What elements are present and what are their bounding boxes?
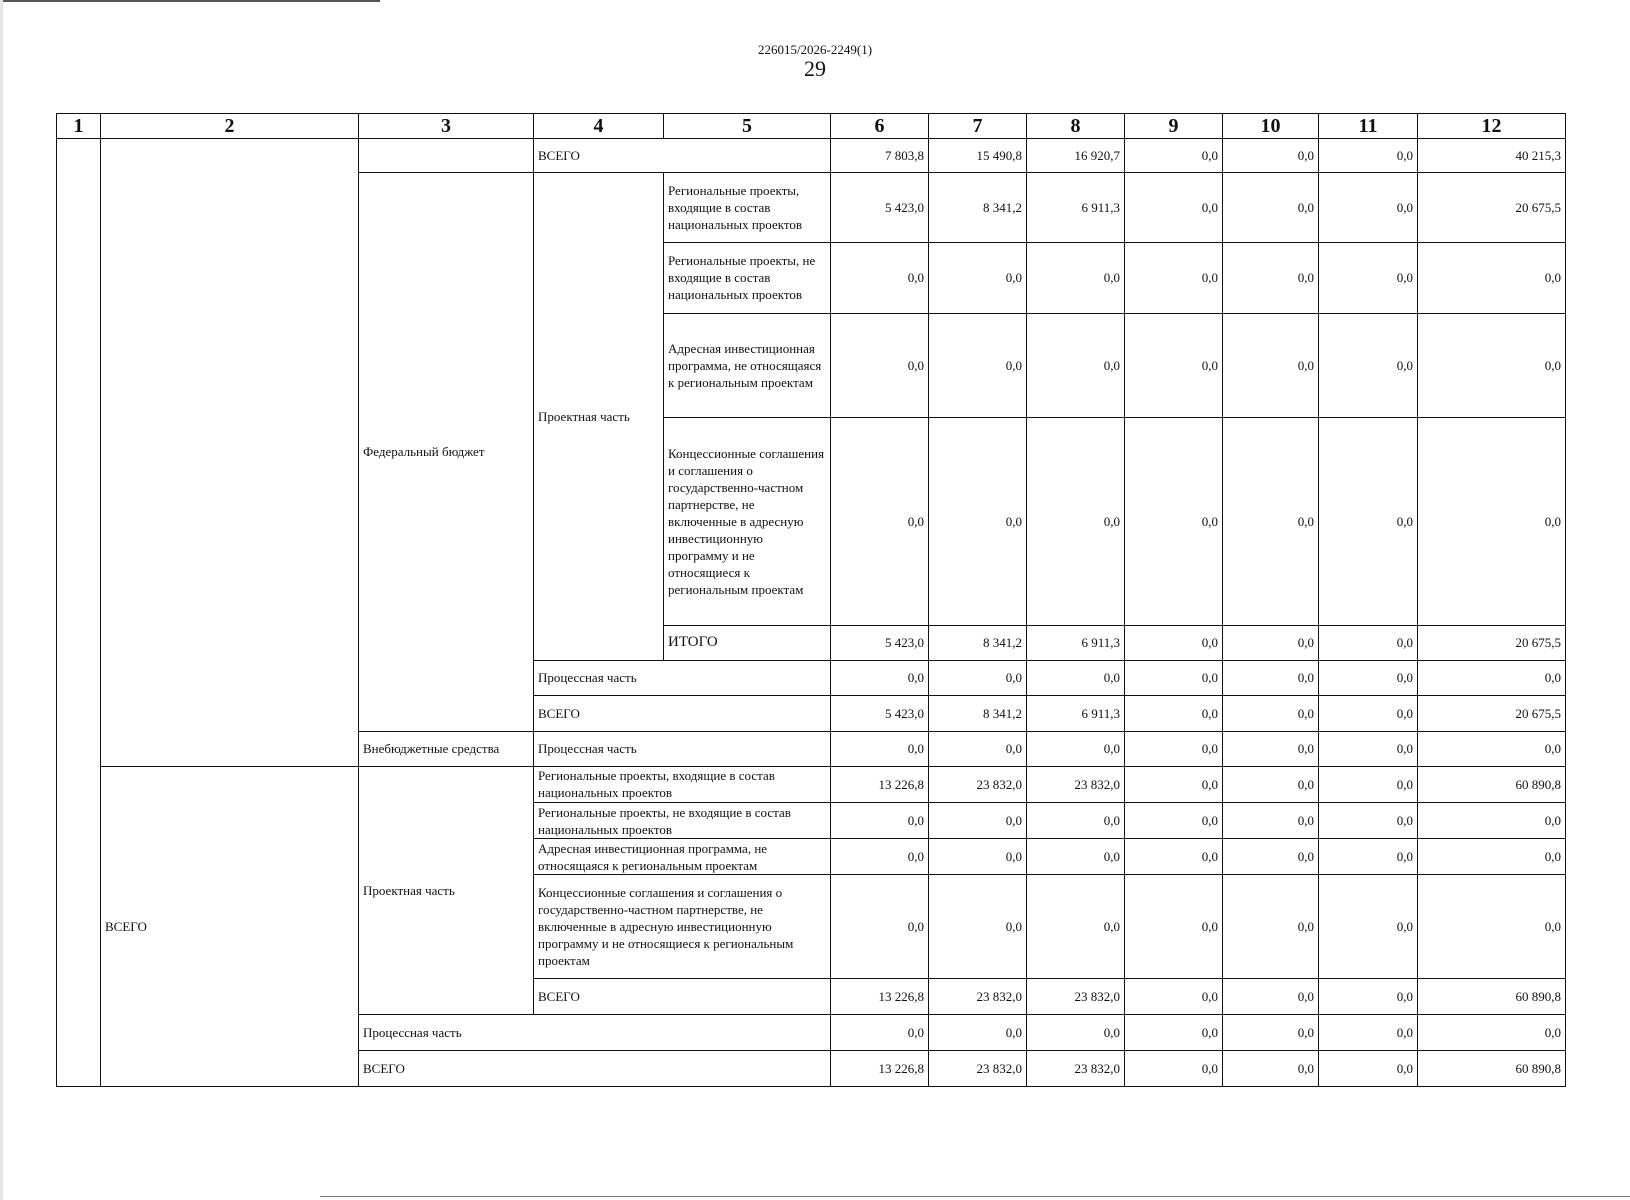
column-number: 7	[929, 114, 1027, 139]
value-cell: 23 832,0	[929, 766, 1027, 802]
row-label-total: ВСЕГО	[534, 695, 831, 731]
value-cell: 0,0	[1125, 243, 1223, 313]
row-label: Региональные проекты, входящие в состав национальных проектов	[664, 173, 831, 243]
value-cell: 0,0	[1223, 173, 1319, 243]
table-row	[57, 766, 1566, 802]
col1-cell	[57, 139, 101, 1087]
value-cell: 6 911,3	[1027, 695, 1125, 731]
value-cell: 0,0	[929, 731, 1027, 766]
value-cell: 0,0	[1319, 766, 1418, 802]
table-row	[57, 139, 1566, 173]
row-label: Концессионные соглашения и соглашения о государственно-частном партнерстве, не включенные в адресную инвестиционную программу и не относящиеся к региональным проектам	[664, 417, 831, 625]
value-cell: 0,0	[831, 1014, 929, 1050]
row-label: Региональные проекты, входящие в состав национальных проектов	[534, 766, 831, 802]
value-cell: 0,0	[1319, 417, 1418, 625]
value-cell: 5 423,0	[831, 695, 929, 731]
value-cell: 5 423,0	[831, 173, 929, 243]
value-cell: 0,0	[1319, 173, 1418, 243]
value-cell: 0,0	[1319, 695, 1418, 731]
project-part-label: Проектная часть	[534, 173, 664, 660]
offbudget-label: Внебюджетные средства	[359, 731, 534, 766]
row-label: Региональные проекты, не входящие в состав национальных проектов	[664, 243, 831, 313]
value-cell: 23 832,0	[1027, 978, 1125, 1014]
value-cell: 7 803,8	[831, 139, 929, 173]
value-cell: 0,0	[1418, 243, 1566, 313]
value-cell: 0,0	[1223, 139, 1319, 173]
value-cell: 0,0	[1125, 139, 1223, 173]
column-number: 11	[1319, 114, 1418, 139]
value-cell: 8 341,2	[929, 625, 1027, 660]
value-cell: 0,0	[1027, 803, 1125, 839]
row-label: Процессная часть	[359, 1014, 831, 1050]
value-cell: 0,0	[1125, 660, 1223, 695]
value-cell: 0,0	[1418, 417, 1566, 625]
value-cell: 0,0	[1125, 695, 1223, 731]
value-cell: 0,0	[929, 1014, 1027, 1050]
column-number: 9	[1125, 114, 1223, 139]
value-cell: 0,0	[1125, 875, 1223, 978]
value-cell: 0,0	[1319, 875, 1418, 978]
scan-artifact-top	[0, 0, 380, 2]
value-cell: 0,0	[929, 839, 1027, 875]
value-cell: 0,0	[1319, 660, 1418, 695]
value-cell: 0,0	[1125, 803, 1223, 839]
column-number: 8	[1027, 114, 1125, 139]
value-cell: 0,0	[1223, 660, 1319, 695]
value-cell: 0,0	[1418, 839, 1566, 875]
value-cell: 8 341,2	[929, 173, 1027, 243]
value-cell: 0,0	[1223, 978, 1319, 1014]
value-cell: 0,0	[929, 417, 1027, 625]
value-cell: 6 911,3	[1027, 625, 1125, 660]
value-cell: 60 890,8	[1418, 1050, 1566, 1086]
value-cell: 0,0	[1319, 978, 1418, 1014]
value-cell: 0,0	[1125, 417, 1223, 625]
value-cell: 0,0	[1418, 731, 1566, 766]
value-cell: 0,0	[1319, 803, 1418, 839]
scan-artifact-left	[0, 0, 3, 1200]
column-number: 1	[57, 114, 101, 139]
value-cell: 0,0	[1223, 1050, 1319, 1086]
value-cell: 60 890,8	[1418, 766, 1566, 802]
value-cell: 13 226,8	[831, 1050, 929, 1086]
value-cell: 6 911,3	[1027, 173, 1125, 243]
value-cell: 0,0	[1418, 1014, 1566, 1050]
value-cell: 60 890,8	[1418, 978, 1566, 1014]
row-label-total: ВСЕГО	[534, 978, 831, 1014]
value-cell: 0,0	[1125, 313, 1223, 417]
value-cell: 0,0	[1223, 625, 1319, 660]
value-cell: 13 226,8	[831, 766, 929, 802]
value-cell: 20 675,5	[1418, 625, 1566, 660]
value-cell: 0,0	[1319, 839, 1418, 875]
value-cell: 0,0	[1223, 313, 1319, 417]
value-cell: 0,0	[1125, 978, 1223, 1014]
value-cell: 0,0	[1223, 875, 1319, 978]
row-label-total: ВСЕГО	[534, 139, 831, 173]
value-cell: 0,0	[929, 803, 1027, 839]
row-label: Процессная часть	[534, 660, 831, 695]
value-cell: 20 675,5	[1418, 173, 1566, 243]
value-cell: 0,0	[1319, 139, 1418, 173]
value-cell: 0,0	[831, 839, 929, 875]
value-cell: 0,0	[1418, 660, 1566, 695]
value-cell: 5 423,0	[831, 625, 929, 660]
value-cell: 0,0	[1418, 875, 1566, 978]
value-cell: 0,0	[1027, 660, 1125, 695]
financing-table	[56, 113, 1566, 1087]
column-number: 3	[359, 114, 534, 139]
row-label: Процессная часть	[534, 731, 831, 766]
value-cell: 0,0	[1125, 1050, 1223, 1086]
column-number: 4	[534, 114, 664, 139]
column-number: 10	[1223, 114, 1319, 139]
value-cell: 0,0	[1319, 1050, 1418, 1086]
value-cell: 0,0	[1027, 839, 1125, 875]
column-number: 2	[101, 114, 359, 139]
value-cell: 0,0	[831, 731, 929, 766]
document-id: 226015/2026-2249(1)	[757, 42, 873, 57]
value-cell: 0,0	[1027, 243, 1125, 313]
value-cell: 0,0	[1027, 875, 1125, 978]
row-label: Региональные проекты, не входящие в состав национальных проектов	[534, 803, 831, 839]
value-cell: 0,0	[1125, 1014, 1223, 1050]
value-cell: 0,0	[831, 243, 929, 313]
value-cell: 15 490,8	[929, 139, 1027, 173]
value-cell: 0,0	[1223, 766, 1319, 802]
value-cell: 0,0	[1027, 313, 1125, 417]
table-header-row	[57, 114, 1566, 139]
value-cell: 0,0	[929, 313, 1027, 417]
value-cell: 0,0	[1418, 313, 1566, 417]
project-part-label: Проектная часть	[359, 766, 534, 1014]
column-number: 6	[831, 114, 929, 139]
page-number: 29	[804, 56, 826, 81]
value-cell: 0,0	[929, 243, 1027, 313]
value-cell: 0,0	[1418, 803, 1566, 839]
grand-total-label: ВСЕГО	[101, 766, 359, 1086]
value-cell: 23 832,0	[929, 978, 1027, 1014]
value-cell: 0,0	[831, 417, 929, 625]
value-cell: 0,0	[929, 875, 1027, 978]
value-cell: 23 832,0	[1027, 1050, 1125, 1086]
scan-artifact-bottom	[320, 1196, 1630, 1197]
value-cell: 13 226,8	[831, 978, 929, 1014]
value-cell: 0,0	[831, 875, 929, 978]
value-cell: 23 832,0	[1027, 766, 1125, 802]
value-cell: 0,0	[831, 313, 929, 417]
value-cell: 0,0	[1319, 243, 1418, 313]
value-cell: 0,0	[1125, 625, 1223, 660]
value-cell: 0,0	[1223, 1014, 1319, 1050]
col3-empty-cell	[359, 139, 534, 173]
value-cell: 0,0	[929, 660, 1027, 695]
value-cell: 20 675,5	[1418, 695, 1566, 731]
value-cell: 0,0	[1319, 1014, 1418, 1050]
value-cell: 0,0	[1027, 417, 1125, 625]
value-cell: 40 215,3	[1418, 139, 1566, 173]
value-cell: 0,0	[1125, 839, 1223, 875]
value-cell: 0,0	[1223, 243, 1319, 313]
row-label-total: ВСЕГО	[359, 1050, 831, 1086]
value-cell: 23 832,0	[929, 1050, 1027, 1086]
row-label: Концессионные соглашения и соглашения о государственно-частном партнерстве, не включенные в адресную инвестиционную программу и не относящиеся к региональным проектам	[534, 875, 831, 978]
value-cell: 0,0	[831, 803, 929, 839]
value-cell: 0,0	[1027, 1014, 1125, 1050]
value-cell: 0,0	[1223, 417, 1319, 625]
column-number: 5	[664, 114, 831, 139]
value-cell: 0,0	[1125, 731, 1223, 766]
value-cell: 8 341,2	[929, 695, 1027, 731]
value-cell: 0,0	[831, 660, 929, 695]
col2-cell-upper	[101, 139, 359, 767]
value-cell: 0,0	[1319, 731, 1418, 766]
row-label: Адресная инвестиционная программа, не относящаяся к региональным проектам	[664, 313, 831, 417]
row-label-itogo: ИТОГО	[664, 625, 831, 660]
value-cell: 0,0	[1223, 695, 1319, 731]
value-cell: 0,0	[1319, 625, 1418, 660]
value-cell: 0,0	[1027, 731, 1125, 766]
value-cell: 0,0	[1223, 803, 1319, 839]
value-cell: 0,0	[1223, 731, 1319, 766]
value-cell: 0,0	[1125, 766, 1223, 802]
column-number: 12	[1418, 114, 1566, 139]
row-label: Адресная инвестиционная программа, не относящаяся к региональным проектам	[534, 839, 831, 875]
value-cell: 16 920,7	[1027, 139, 1125, 173]
federal-budget-label: Федеральный бюджет	[359, 173, 534, 732]
value-cell: 0,0	[1319, 313, 1418, 417]
value-cell: 0,0	[1223, 839, 1319, 875]
value-cell: 0,0	[1125, 173, 1223, 243]
